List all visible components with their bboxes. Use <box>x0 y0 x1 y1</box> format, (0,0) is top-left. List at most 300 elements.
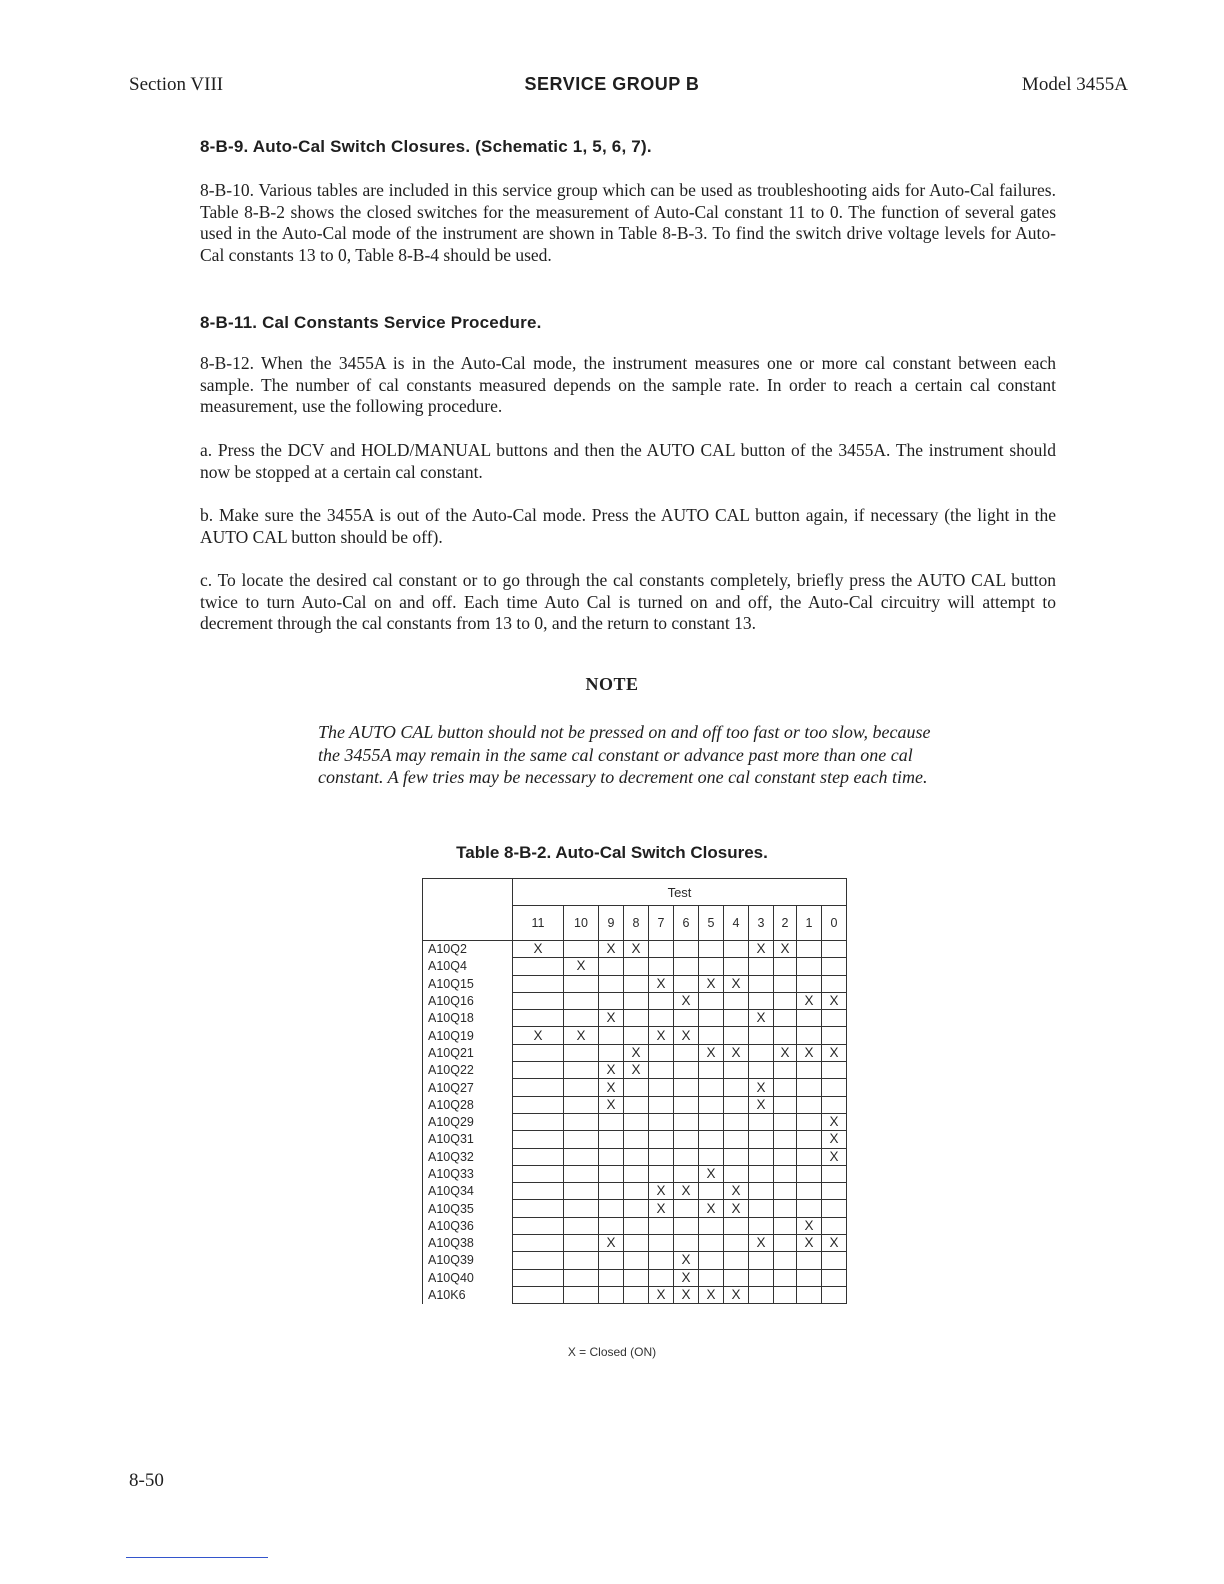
table-cell <box>624 1131 649 1148</box>
table-cell <box>822 1165 847 1182</box>
row-label: A10Q28 <box>423 1096 513 1113</box>
table-cell <box>749 1044 774 1061</box>
row-label: A10Q31 <box>423 1131 513 1148</box>
table-cell <box>822 1269 847 1286</box>
table-cell <box>513 1131 564 1148</box>
table-row <box>423 1027 847 1044</box>
table-cell <box>649 941 674 958</box>
table-cell: X <box>797 1044 822 1061</box>
row-label: A10Q18 <box>423 1010 513 1027</box>
table-cell: X <box>599 1096 624 1113</box>
table-cell <box>513 1113 564 1130</box>
table-cell <box>564 1044 599 1061</box>
table-cell <box>513 992 564 1009</box>
table-cell <box>674 1113 699 1130</box>
table-cell <box>674 1200 699 1217</box>
table-cell <box>513 1235 564 1252</box>
row-label: A10Q39 <box>423 1252 513 1269</box>
table-cell <box>564 992 599 1009</box>
table-cell: X <box>599 1010 624 1027</box>
table-cell <box>649 1062 674 1079</box>
service-group-title: SERVICE GROUP B <box>524 74 700 94</box>
table-cell: X <box>624 1044 649 1061</box>
table-cell <box>649 958 674 975</box>
table-cell <box>564 1269 599 1286</box>
row-label: A10Q35 <box>423 1200 513 1217</box>
table-body <box>423 941 847 1304</box>
table-cell <box>649 1113 674 1130</box>
table-cell <box>513 1217 564 1234</box>
table-row <box>423 1096 847 1113</box>
table-cell: X <box>699 1200 724 1217</box>
table-cell: X <box>749 1010 774 1027</box>
table-cell <box>699 1183 724 1200</box>
table-cell: X <box>674 1252 699 1269</box>
row-label: A10K6 <box>423 1286 513 1303</box>
table-cell <box>649 1010 674 1027</box>
table-cell <box>624 1183 649 1200</box>
table-cell <box>749 958 774 975</box>
table-cell <box>822 1200 847 1217</box>
table-cell: X <box>674 992 699 1009</box>
table-cell <box>564 1217 599 1234</box>
table-cell <box>513 1286 564 1303</box>
table-cell <box>774 1027 797 1044</box>
row-label: A10Q19 <box>423 1027 513 1044</box>
table-cell: X <box>724 975 749 992</box>
table-cell <box>699 992 724 1009</box>
table-cell <box>649 1235 674 1252</box>
table-cell <box>599 975 624 992</box>
column-header-6: 6 <box>674 906 699 941</box>
test-group-header: Test <box>513 879 847 906</box>
row-label: A10Q40 <box>423 1269 513 1286</box>
row-label: A10Q4 <box>423 958 513 975</box>
table-row <box>423 1269 847 1286</box>
table-cell <box>822 1217 847 1234</box>
table-cell <box>774 1235 797 1252</box>
table-cell <box>513 1183 564 1200</box>
step-b: b. Make sure the 3455A is out of the Auto-Cal mode. Press the AUTO CAL button again, if necessary (the light in the AUTO CAL button should be off). <box>200 505 1056 547</box>
table-cell <box>599 992 624 1009</box>
table-cell <box>724 1235 749 1252</box>
table-cell <box>699 1079 724 1096</box>
table-cell <box>513 1062 564 1079</box>
table-cell: X <box>724 1044 749 1061</box>
table-cell <box>774 1286 797 1303</box>
table-cell <box>774 1131 797 1148</box>
table-cell <box>724 1148 749 1165</box>
table-cell: X <box>649 975 674 992</box>
table-row <box>423 1217 847 1234</box>
table-cell <box>674 1096 699 1113</box>
table-cell <box>624 1200 649 1217</box>
row-label: A10Q38 <box>423 1235 513 1252</box>
row-label: A10Q21 <box>423 1044 513 1061</box>
table-cell <box>724 1062 749 1079</box>
table-cell: X <box>724 1200 749 1217</box>
table-cell <box>599 1027 624 1044</box>
table-cell <box>774 1113 797 1130</box>
table-cell <box>749 1062 774 1079</box>
table-cell: X <box>699 1286 724 1303</box>
table-cell <box>774 958 797 975</box>
table-cell <box>774 1269 797 1286</box>
table-cell <box>774 975 797 992</box>
table-cell: X <box>599 941 624 958</box>
table-cell <box>564 1200 599 1217</box>
table-cell <box>797 1269 822 1286</box>
table-cell <box>599 1286 624 1303</box>
table-cell <box>749 1113 774 1130</box>
table-cell <box>624 1148 649 1165</box>
table-cell <box>649 1217 674 1234</box>
table-row <box>423 1183 847 1200</box>
table-row <box>423 941 847 958</box>
table-cell <box>797 958 822 975</box>
table-cell <box>774 1165 797 1182</box>
table-cell: X <box>649 1027 674 1044</box>
table-cell <box>513 1165 564 1182</box>
table-cell <box>674 1044 699 1061</box>
table-cell <box>674 1010 699 1027</box>
table-cell <box>564 1235 599 1252</box>
table-cell <box>822 941 847 958</box>
table-cell: X <box>674 1269 699 1286</box>
table-cell <box>724 1165 749 1182</box>
table-cell: X <box>674 1286 699 1303</box>
table-cell <box>513 1079 564 1096</box>
table-cell <box>699 1010 724 1027</box>
table-cell <box>513 1096 564 1113</box>
table-cell <box>624 1027 649 1044</box>
table-cell <box>564 941 599 958</box>
table-cell <box>624 1252 649 1269</box>
table-cell <box>774 1079 797 1096</box>
table-cell <box>699 1062 724 1079</box>
table-row <box>423 1131 847 1148</box>
table-cell <box>797 1200 822 1217</box>
heading-8-b-11: 8-B-11. Cal Constants Service Procedure. <box>200 313 542 332</box>
table-cell <box>624 1165 649 1182</box>
paragraph-8-b-10: 8-B-10. Various tables are included in this service group which can be used as troubleshooting aids for Auto-Cal failures. Table 8-B-2 shows the closed switches for the measurement of Auto-Cal constant 11 to 0. The function of several gates used in the Auto-Cal mode of the instrument are shown in Table 8-B-3. To find the switch drive voltage levels for Auto-Cal constants 13 to 0, Table 8-B-4 should be used. <box>200 180 1056 265</box>
note-body: The AUTO CAL button should not be pressed on and off too fast or too slow, because the 3455A may remain in the same cal constant or advance past more than one cal constant. A few tries may be necessary to decrement one cal constant step each time. <box>318 722 931 787</box>
column-header-4: 4 <box>724 906 749 941</box>
table-row <box>423 1113 847 1130</box>
step-c: c. To locate the desired cal constant or to go through the cal constants completely, briefly press the AUTO CAL button twice to turn Auto-Cal on and off. Each time Auto Cal is turned on and off, the Auto-Cal circuitry will attempt to decrement through the cal constants from 13 to 0, and the return to constant 13. <box>200 570 1056 633</box>
table-row <box>423 1235 847 1252</box>
table-cell: X <box>649 1183 674 1200</box>
footer-rule <box>126 1557 268 1558</box>
table-cell: X <box>699 1044 724 1061</box>
table-cell <box>513 958 564 975</box>
table-cell <box>822 1183 847 1200</box>
table-cell: X <box>564 1027 599 1044</box>
table-cell: X <box>749 1096 774 1113</box>
table-cell <box>699 1252 724 1269</box>
note-title: NOTE <box>585 674 639 694</box>
table-row <box>423 975 847 992</box>
table-cell <box>749 1131 774 1148</box>
row-label: A10Q29 <box>423 1113 513 1130</box>
table-cell <box>564 1131 599 1148</box>
table-cell: X <box>822 1044 847 1061</box>
table-cell <box>564 1252 599 1269</box>
table-cell: X <box>749 1079 774 1096</box>
table-cell <box>797 1079 822 1096</box>
table-cell <box>674 1165 699 1182</box>
table-cell <box>699 1235 724 1252</box>
table-cell <box>724 992 749 1009</box>
table-cell <box>564 1165 599 1182</box>
table-cell: X <box>724 1286 749 1303</box>
column-header-9: 9 <box>599 906 624 941</box>
table-cell <box>774 1200 797 1217</box>
table-cell: X <box>749 941 774 958</box>
table-cell: X <box>513 1027 564 1044</box>
column-header-11: 11 <box>513 906 564 941</box>
table-cell: X <box>674 1027 699 1044</box>
table-cell <box>564 1183 599 1200</box>
table-cell <box>624 1217 649 1234</box>
table-cell <box>649 1269 674 1286</box>
table-row <box>423 1165 847 1182</box>
table-cell <box>599 1217 624 1234</box>
table-cell <box>699 958 724 975</box>
table-cell <box>699 1027 724 1044</box>
table-cell <box>513 1200 564 1217</box>
table-cell <box>599 1252 624 1269</box>
table-cell <box>564 1062 599 1079</box>
table-cell <box>724 1113 749 1130</box>
column-header-8: 8 <box>624 906 649 941</box>
table-cell <box>822 1252 847 1269</box>
table-cell <box>599 1165 624 1182</box>
table-cell <box>564 1079 599 1096</box>
table-cell <box>674 1131 699 1148</box>
table-cell: X <box>797 992 822 1009</box>
table-cell <box>674 958 699 975</box>
table-cell <box>724 1217 749 1234</box>
table-cell <box>649 1044 674 1061</box>
table-cell <box>564 1096 599 1113</box>
table-cell <box>749 1269 774 1286</box>
table-cell <box>822 1027 847 1044</box>
table-cell: X <box>624 1062 649 1079</box>
table-cell <box>564 1113 599 1130</box>
table-cell <box>797 1183 822 1200</box>
table-row <box>423 1010 847 1027</box>
table-cell <box>797 1286 822 1303</box>
table-row <box>423 1079 847 1096</box>
table-cell <box>624 1235 649 1252</box>
table-cell <box>699 1113 724 1130</box>
table-cell <box>599 1148 624 1165</box>
table-cell <box>797 1165 822 1182</box>
table-cell <box>699 1148 724 1165</box>
table-cell <box>724 1027 749 1044</box>
model-label: Model 3455A <box>1021 74 1128 95</box>
table-cell <box>822 1062 847 1079</box>
table-cell: X <box>513 941 564 958</box>
paragraph-8-b-12: 8-B-12. When the 3455A is in the Auto-Cal mode, the instrument measures one or more cal constant between each sample. The number of cal constants measured depends on the sample rate. In order to reach a certain cal constant measurement, use the following procedure. <box>200 353 1056 416</box>
table-cell <box>624 975 649 992</box>
table-cell <box>724 1269 749 1286</box>
table-cell <box>774 1010 797 1027</box>
table-cell <box>624 1096 649 1113</box>
table-cell <box>649 1079 674 1096</box>
table-cell <box>624 958 649 975</box>
table-cell: X <box>822 1148 847 1165</box>
table-cell: X <box>599 1235 624 1252</box>
table-cell <box>674 1079 699 1096</box>
row-label: A10Q34 <box>423 1183 513 1200</box>
table-cell: X <box>564 958 599 975</box>
table-cell: X <box>599 1079 624 1096</box>
table-cell <box>749 1217 774 1234</box>
table-cell <box>724 1010 749 1027</box>
row-label: A10Q36 <box>423 1217 513 1234</box>
switch-closure-table <box>422 878 847 1304</box>
table-row <box>423 1252 847 1269</box>
table-cell <box>513 1252 564 1269</box>
table-row <box>423 958 847 975</box>
table-cell <box>749 1148 774 1165</box>
table-cell <box>822 1010 847 1027</box>
table-cell <box>649 1131 674 1148</box>
table-cell <box>822 1286 847 1303</box>
table-cell <box>599 958 624 975</box>
column-header-0: 0 <box>822 906 847 941</box>
table-cell <box>774 1062 797 1079</box>
table-cell <box>774 992 797 1009</box>
table-cell <box>724 1096 749 1113</box>
table-cell <box>822 1096 847 1113</box>
table-cell: X <box>649 1286 674 1303</box>
table-cell <box>564 1010 599 1027</box>
table-cell <box>674 1235 699 1252</box>
table-cell <box>624 1269 649 1286</box>
table-title: Table 8-B-2. Auto-Cal Switch Closures. <box>456 843 768 862</box>
table-cell <box>749 1200 774 1217</box>
table-cell: X <box>797 1235 822 1252</box>
table-corner-cell <box>423 879 513 941</box>
row-label: A10Q33 <box>423 1165 513 1182</box>
table-cell <box>674 1148 699 1165</box>
table-cell: X <box>822 1131 847 1148</box>
table-cell <box>513 1044 564 1061</box>
column-header-7: 7 <box>649 906 674 941</box>
table-cell <box>797 1010 822 1027</box>
table-cell: X <box>774 1044 797 1061</box>
table-cell <box>699 941 724 958</box>
table-cell <box>513 975 564 992</box>
table-cell <box>749 1027 774 1044</box>
table-cell <box>749 992 774 1009</box>
table-cell <box>564 1148 599 1165</box>
table-cell: X <box>649 1200 674 1217</box>
table-cell <box>513 1269 564 1286</box>
table-cell <box>599 1200 624 1217</box>
table-cell <box>649 1252 674 1269</box>
table-cell: X <box>699 1165 724 1182</box>
table-cell: X <box>797 1217 822 1234</box>
column-header-3: 3 <box>749 906 774 941</box>
table-cell <box>649 1148 674 1165</box>
table-cell <box>797 1096 822 1113</box>
table-cell <box>822 975 847 992</box>
table-cell: X <box>822 1113 847 1130</box>
table-legend: X = Closed (ON) <box>567 1345 657 1359</box>
table-row <box>423 1148 847 1165</box>
table-cell <box>674 975 699 992</box>
table-cell <box>774 1217 797 1234</box>
table-cell <box>749 1252 774 1269</box>
table-cell <box>674 941 699 958</box>
table-cell: X <box>749 1235 774 1252</box>
table-cell <box>649 992 674 1009</box>
table-cell <box>749 1183 774 1200</box>
table-row <box>423 1044 847 1061</box>
table-cell <box>624 1010 649 1027</box>
column-header-10: 10 <box>564 906 599 941</box>
row-label: A10Q27 <box>423 1079 513 1096</box>
table-cell <box>564 975 599 992</box>
table-cell <box>797 1252 822 1269</box>
table-cell <box>797 1131 822 1148</box>
table-cell <box>513 1010 564 1027</box>
table-cell <box>624 1286 649 1303</box>
table-cell: X <box>822 1235 847 1252</box>
table-cell <box>724 1131 749 1148</box>
table-cell <box>774 1252 797 1269</box>
table-cell <box>599 1044 624 1061</box>
column-header-5: 5 <box>699 906 724 941</box>
table-cell <box>649 1165 674 1182</box>
table-cell <box>774 1148 797 1165</box>
table-cell <box>797 1113 822 1130</box>
table-cell <box>724 1079 749 1096</box>
row-label: A10Q15 <box>423 975 513 992</box>
table-cell <box>599 1131 624 1148</box>
table-cell <box>749 975 774 992</box>
table-cell <box>774 1096 797 1113</box>
column-header-2: 2 <box>774 906 797 941</box>
table-cell <box>724 1252 749 1269</box>
row-label: A10Q16 <box>423 992 513 1009</box>
table-cell: X <box>822 992 847 1009</box>
table-cell <box>749 1165 774 1182</box>
table-cell <box>699 1217 724 1234</box>
table-cell <box>599 1183 624 1200</box>
table-cell <box>624 1079 649 1096</box>
table-cell <box>674 1062 699 1079</box>
section-label: Section VIII <box>129 74 224 95</box>
table-cell <box>599 1113 624 1130</box>
row-label: A10Q32 <box>423 1148 513 1165</box>
column-header-1: 1 <box>797 906 822 941</box>
table-cell <box>699 1269 724 1286</box>
table-row <box>423 1286 847 1303</box>
table-cell <box>564 1286 599 1303</box>
table-cell: X <box>599 1062 624 1079</box>
table-cell <box>797 941 822 958</box>
table-cell <box>624 1113 649 1130</box>
table-cell <box>797 1148 822 1165</box>
table-cell <box>699 1131 724 1148</box>
table-cell <box>624 992 649 1009</box>
heading-8-b-9: 8-B-9. Auto-Cal Switch Closures. (Schematic 1, 5, 6, 7). <box>200 137 652 156</box>
